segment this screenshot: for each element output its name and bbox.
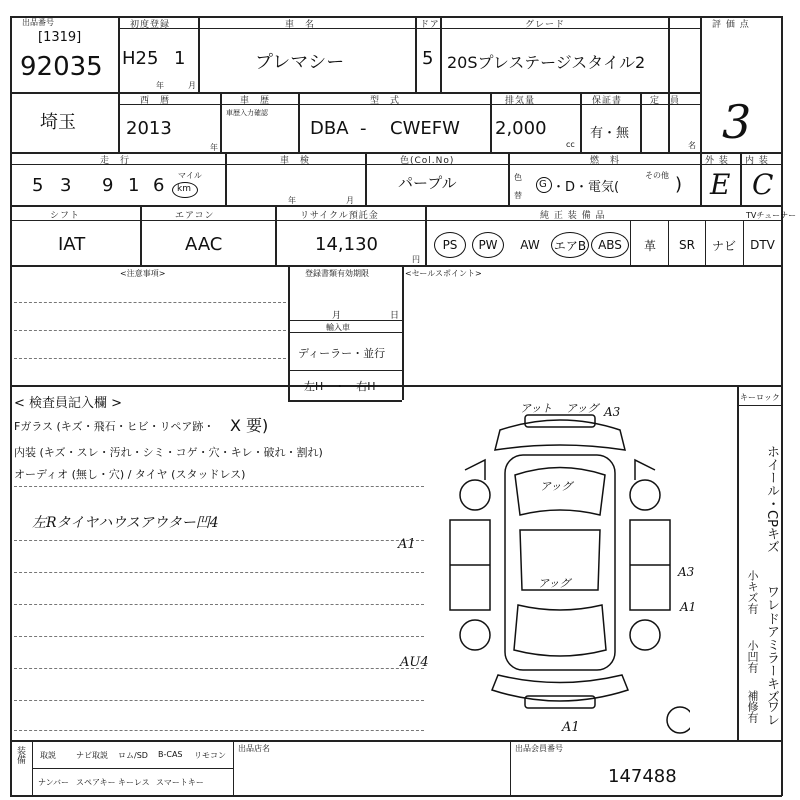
equip-navi-label: ナビ (711, 238, 736, 253)
unit-year: 年 (156, 81, 164, 90)
insp-line-5 (14, 636, 424, 637)
mark-right-a1: A1 (680, 600, 697, 614)
equip-aw-label: AW (520, 238, 540, 252)
vline-r (275, 205, 277, 265)
notes-line-3 (14, 358, 286, 359)
mark-hood: アッグ (540, 480, 573, 493)
equip-sr-label: SR (679, 238, 695, 252)
car-diagram (430, 400, 690, 740)
label-model: 型 式 (370, 96, 401, 106)
displacement: 2,000 (495, 118, 547, 139)
unit-year-2: 年 (210, 143, 218, 152)
mark-top1: アット (520, 402, 553, 415)
first-reg-month: 1 (174, 48, 186, 69)
reg-hline-3 (288, 370, 402, 371)
unit-month: 月 (188, 81, 196, 90)
reg-hline-1 (288, 320, 402, 321)
mileage-digit-1: 5 (32, 175, 44, 196)
inspection-month: 月 (346, 196, 354, 205)
label-reg-docs: 登録書類有効期限 (305, 269, 369, 278)
equip-abs-circle (591, 232, 629, 258)
label-dealer-id: 出品会員番号 (515, 744, 563, 753)
label-color: 色(Col.No) (400, 156, 455, 166)
vline-j (580, 92, 582, 152)
label-mileage: 走 行 (100, 156, 131, 166)
mark-left-a1: A1 (398, 537, 416, 552)
footer-item-1: 取説 (40, 751, 56, 760)
fuel-close: ) (675, 174, 683, 195)
label-notes: <注意事項> (120, 269, 166, 278)
vline-s (425, 205, 427, 265)
mark-right-a3: A3 (678, 565, 695, 579)
insp-line-8 (14, 730, 424, 731)
label-interior: 内 装 (745, 156, 769, 166)
lot-number: 92035 (20, 52, 103, 82)
history-note: 車歴入力確認 (226, 109, 268, 117)
row-line-4 (10, 265, 782, 267)
color-label-bottom: 替 (514, 191, 522, 200)
keylock-hline (737, 405, 782, 406)
label-year: 西 暦 (140, 96, 171, 106)
glass-line: Fガラス (キズ・飛石・ヒビ・リペア跡・ (14, 420, 215, 433)
recycle: 14,130 (315, 234, 378, 255)
footer-item-3: ロム/SD (118, 751, 148, 760)
mark-top3: A3 (604, 405, 621, 419)
interior-grade: C (752, 168, 774, 201)
label-car-name: 車 名 (285, 20, 316, 30)
right-panel-line1: ホイール・CPキズ (764, 445, 779, 553)
footer-hline (32, 768, 233, 769)
equip-leather (632, 232, 668, 258)
equip-pw-circle (472, 232, 504, 258)
mark-top2: アッグ (566, 402, 599, 415)
right-panel-sub3: 補修有 (746, 690, 759, 723)
equip-airbag-label: エアB (553, 238, 587, 253)
row-line-5 (10, 385, 782, 387)
inspection-year: 年 (288, 196, 296, 205)
notes-line-2 (14, 330, 286, 331)
first-reg-era: H25 (122, 48, 159, 69)
reg-month: 月 (332, 311, 342, 321)
insp-line-6 (14, 668, 424, 669)
footer-vline-2 (233, 740, 234, 795)
warranty: 有・無 (590, 126, 630, 141)
mark-bottom-a1: A1 (562, 720, 580, 735)
lot-prefix: [1319] (38, 30, 82, 45)
vline-q (140, 205, 142, 265)
capacity-unit: 名 (688, 141, 696, 150)
vline-f (700, 16, 702, 152)
equip-ps-circle (434, 232, 466, 258)
label-grade: グレード (525, 20, 566, 30)
exterior-grade: E (710, 168, 731, 201)
dealer-number: 147488 (608, 766, 677, 787)
equip-dtv (744, 232, 781, 258)
model-code: CWEFW (390, 118, 460, 139)
notes-line-1 (14, 302, 286, 303)
label-band-4 (10, 220, 782, 221)
label-capacity: 定 員 (650, 96, 681, 106)
mileage-digit-2: 3 (60, 175, 72, 196)
equip-ps-label: PS (442, 238, 458, 252)
equip-aw (510, 232, 550, 258)
mark-roof: アッグ (538, 577, 571, 590)
label-inspector: < 検査員記入欄 > (14, 396, 123, 411)
aircon: AAC (185, 234, 223, 255)
right-panel-line4: ワレ (764, 700, 779, 726)
fuel-other: その他 (645, 171, 669, 180)
insp-line-7 (14, 700, 424, 701)
footer-item-8: キーレス (118, 778, 150, 787)
handwritten-note: 左Rタイヤハウスアウター凹4 (32, 515, 219, 531)
handle: 左H ・ 右H (304, 380, 376, 393)
label-doors: ドア (420, 20, 440, 30)
vline-a (118, 16, 120, 152)
border-right (781, 16, 783, 796)
keylock-vline (737, 385, 739, 740)
border-top (10, 16, 782, 18)
label-lot: 出品番号 (22, 18, 54, 27)
import-type: ディーラー・並行 (298, 347, 386, 360)
vline-h (298, 92, 300, 152)
vline-m (365, 152, 367, 205)
border-left (10, 16, 12, 796)
label-history: 車 歴 (240, 96, 271, 106)
right-panel-sub1: 小キズ有 (746, 570, 759, 614)
recycle-yen: 円 (412, 255, 420, 264)
label-recycle: リサイクル預託金 (300, 211, 379, 221)
label-exterior: 外 装 (705, 156, 729, 166)
equip-leather-label: 革 (643, 238, 656, 253)
doors: 5 (422, 48, 434, 69)
reg-day: 日 (390, 311, 400, 321)
insp-line-1 (14, 486, 424, 487)
footer-item-2: ナビ取説 (76, 751, 108, 760)
insp-line-3 (14, 572, 424, 573)
equip-airbag-circle (551, 232, 589, 258)
mileage-unit: km (177, 184, 191, 194)
footer-item-5: リモコン (194, 751, 226, 760)
fuel-rest: ・D・電気( (552, 180, 620, 195)
row-line-3 (10, 205, 782, 207)
footer-item-9: スマートキー (156, 778, 204, 787)
glass-mark: X 要) (230, 416, 269, 435)
mileage-digit-3: 9 (102, 175, 114, 196)
rating: 3 (722, 95, 752, 149)
label-keylock: キーロック (740, 393, 780, 402)
label-warranty: 保証書 (592, 96, 623, 106)
label-inspection: 車 検 (280, 156, 311, 166)
vline-g (220, 92, 222, 152)
color-label-top: 色 (514, 173, 522, 182)
footer-vline-3 (510, 740, 511, 795)
equip-sr (669, 232, 705, 258)
equip-abs (590, 232, 630, 258)
insp-line-4 (14, 604, 424, 605)
audio-line: オーディオ (無し・穴) / タイヤ (スタッドレス) (14, 468, 246, 481)
label-eval: 評 価 点 (712, 20, 750, 30)
label-first-reg: 初度登録 (130, 20, 171, 30)
shift: IAT (58, 234, 86, 255)
vline-e (668, 16, 670, 152)
mileage-digit-4: 1 (128, 175, 140, 196)
equip-abs-label: ABS (598, 238, 622, 252)
footer-item-7: スペアキー (76, 778, 116, 787)
label-displacement: 排気量 (505, 96, 536, 106)
equip-pw-label: PW (478, 238, 498, 252)
equip-pw (470, 232, 506, 258)
label-tuner: TVチューナー (746, 211, 797, 220)
footer-item-6: ナンバー (38, 778, 70, 787)
model-prefix: DBA (310, 118, 349, 139)
label-band-1 (118, 28, 700, 29)
fuel-gasoline: G (539, 179, 547, 190)
vline-i (490, 92, 492, 152)
label-fuel: 燃 料 (590, 156, 621, 166)
footer-equip-label: 装備 (15, 746, 25, 764)
right-panel-line3: ドアミラーキズ (764, 612, 779, 703)
cc-unit: cc (566, 140, 575, 149)
bottom-line (10, 795, 782, 797)
right-panel-line2: ワレ (764, 585, 779, 611)
car-name: プレマシー (255, 52, 345, 73)
label-shift: シフト (50, 211, 81, 221)
reg-hline-4 (288, 400, 402, 402)
vline-p (740, 152, 742, 205)
interior-line: 内装 (キズ・スレ・汚れ・シミ・コゲ・穴・キレ・破れ・割れ) (14, 446, 323, 459)
footer-item-4: B-CAS (158, 750, 183, 759)
vline-eq1 (630, 220, 631, 265)
mark-left-au4: AU4 (400, 655, 429, 670)
equip-navi (706, 232, 742, 258)
grade: 20Sプレステージスタイル2 (447, 53, 646, 72)
label-sales-point: <セールスポイント> (405, 269, 482, 278)
equip-dtv-label: DTV (750, 238, 775, 252)
label-import: 輸入車 (326, 323, 350, 332)
vline-l (225, 152, 227, 205)
label-equipment: 純 正 装 備 品 (540, 211, 606, 221)
equip-airbag (550, 232, 590, 258)
label-seller: 出品店名 (238, 744, 270, 753)
prefecture: 埼玉 (40, 112, 76, 133)
label-aircon: エアコン (175, 211, 215, 221)
year: 2013 (126, 118, 172, 139)
mileage-digit-5: 6 (153, 175, 165, 196)
equip-ps (432, 232, 468, 258)
vline-n (508, 152, 510, 205)
model-dash: - (360, 118, 367, 139)
right-panel-sub2: 小凹有 (746, 640, 759, 673)
vline-reg-right (402, 265, 404, 400)
vline-k (640, 92, 642, 152)
mileage-unit-top: マイル (178, 171, 202, 180)
insp-line-2 (14, 540, 424, 541)
vline-o (700, 152, 702, 205)
row-line-6 (10, 740, 782, 742)
color: パープル (398, 174, 457, 192)
